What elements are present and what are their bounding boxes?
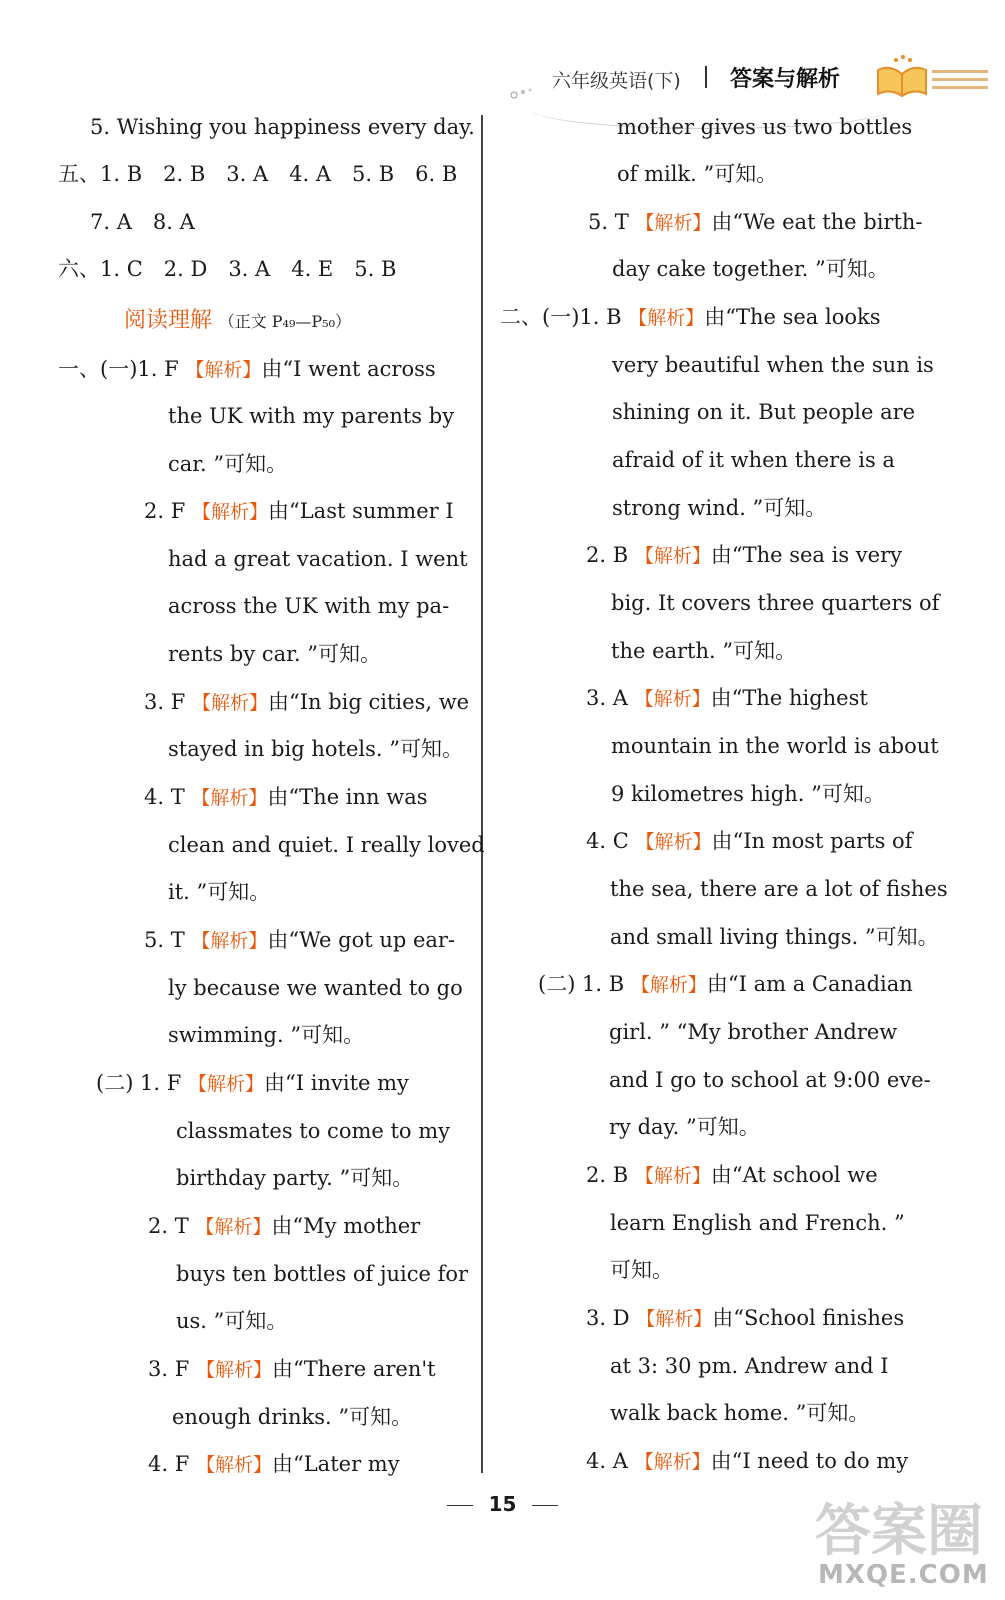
answer-line: 2. F 【解析】由“Last summer I [144, 499, 454, 523]
answer-line: us. ”可知。 [176, 1309, 288, 1333]
answer-line: and I go to school at 9:00 eve- [609, 1068, 931, 1092]
page-reference: （正文 P₄₉—P₅₀） [218, 312, 351, 331]
answer-line: 3. F 【解析】由“There aren't [148, 1357, 436, 1381]
answer-line: mountain in the world is about [611, 734, 939, 758]
answer-line: big. It covers three quarters of [611, 591, 940, 615]
answer-line: and small living things. ”可知。 [610, 925, 939, 949]
analysis-tag: 【解析】 [185, 359, 262, 381]
answer-line: car. ”可知。 [168, 452, 288, 476]
analysis-tag: 【解析】 [195, 1454, 272, 1476]
answer-line: rents by car. ”可知。 [168, 642, 381, 666]
analysis-tag: 【解析】 [191, 501, 268, 523]
answer-line: (二) 1. B 【解析】由“I am a Canadian [538, 972, 913, 996]
watermark-cn: 答案圈 [815, 1499, 983, 1564]
analysis-tag: 【解析】 [191, 930, 268, 952]
answer-line: ry day. ”可知。 [609, 1115, 760, 1139]
answer-line: ly because we wanted to go [168, 976, 463, 1000]
answer-line: 5. T 【解析】由“We got up ear- [144, 928, 456, 952]
section-title: 答案与解析 [730, 67, 841, 92]
answer-line: clean and quiet. I really loved [168, 833, 485, 857]
answer-line: buys ten bottles of juice for [176, 1262, 469, 1286]
answer-line: 一、(一)1. F 【解析】由“I went across [58, 357, 436, 381]
answer-line: classmates to come to my [176, 1119, 451, 1143]
open-book-icon [872, 52, 932, 100]
analysis-tag: 【解析】 [191, 692, 268, 714]
answer-line: mother gives us two bottles [617, 115, 913, 139]
analysis-tag: 【解析】 [635, 831, 712, 853]
answer-line: the earth. ”可知。 [611, 639, 797, 663]
answer-line: across the UK with my pa- [168, 594, 450, 618]
answer-line: 3. A 【解析】由“The highest [586, 686, 868, 710]
analysis-tag: 【解析】 [195, 1216, 272, 1238]
answer-line: girl. ” “My brother Andrew [609, 1020, 898, 1044]
answer-line: 9 kilometres high. ”可知。 [611, 782, 885, 806]
column-divider [481, 115, 483, 1473]
analysis-tag: 【解析】 [195, 1359, 272, 1381]
answer-line: 可知。 [610, 1258, 673, 1282]
page-header [500, 48, 990, 108]
book-title: 六年级英语(下) [552, 70, 681, 92]
answer-line: swimming. ”可知。 [168, 1023, 365, 1047]
footer-dash [532, 1505, 558, 1507]
header-separator [705, 66, 707, 88]
answer-line: 4. F 【解析】由“Later my [148, 1452, 400, 1476]
analysis-tag: 【解析】 [634, 688, 711, 710]
section-heading-title: 阅读理解 [124, 308, 213, 333]
answer-line: 7. A 8. A [90, 210, 195, 234]
answer-line: 4. C 【解析】由“In most parts of [586, 829, 913, 853]
answer-line: strong wind. ”可知。 [612, 496, 827, 520]
answer-line: 4. A 【解析】由“I need to do my [586, 1449, 909, 1473]
analysis-tag: 【解析】 [634, 1451, 711, 1473]
answer-line: 2. T 【解析】由“My mother [148, 1214, 421, 1238]
answer-line: shining on it. But people are [612, 400, 916, 424]
answer-line: 五、1. B 2. B 3. A 4. A 5. B 6. B [58, 162, 458, 186]
analysis-tag: 【解析】 [628, 307, 705, 329]
answer-line: the UK with my parents by [168, 404, 455, 428]
footer-dash [447, 1505, 473, 1507]
answer-line: 3. F 【解析】由“In big cities, we [144, 690, 470, 714]
answer-line: 2. B 【解析】由“The sea is very [586, 543, 902, 567]
analysis-tag: 【解析】 [188, 1073, 265, 1095]
answer-line: had a great vacation. I went [168, 547, 468, 571]
answer-line: 3. D 【解析】由“School finishes [586, 1306, 905, 1330]
answer-line: it. ”可知。 [168, 880, 271, 904]
answer-line: stayed in big hotels. ”可知。 [168, 737, 463, 761]
answer-line: birthday party. ”可知。 [176, 1166, 414, 1190]
answer-line: 2. B 【解析】由“At school we [586, 1163, 878, 1187]
answer-line: day cake together. ”可知。 [612, 257, 889, 281]
answer-line: walk back home. ”可知。 [610, 1401, 870, 1425]
section-heading [124, 305, 351, 337]
answer-line: enough drinks. ”可知。 [172, 1405, 413, 1429]
answer-line: 六、1. C 2. D 3. A 4. E 5. B [58, 257, 397, 281]
answer-line: at 3: 30 pm. Andrew and I [610, 1354, 889, 1378]
decorative-lines [932, 70, 988, 94]
answer-line: learn English and French. ” [610, 1211, 905, 1235]
watermark-url: MXQE.COM [818, 1560, 989, 1590]
answer-line: the sea, there are a lot of fishes [610, 877, 948, 901]
answer-line: very beautiful when the sun is [612, 353, 934, 377]
answer-line: of milk. ”可知。 [617, 162, 778, 186]
analysis-tag: 【解析】 [634, 545, 711, 567]
page-number: 15 [488, 1492, 517, 1516]
analysis-tag: 【解析】 [634, 1165, 711, 1187]
answer-line: 5. Wishing you happiness every day. [90, 115, 475, 139]
answer-line: 5. T 【解析】由“We eat the birth- [588, 210, 923, 234]
analysis-tag: 【解析】 [630, 974, 707, 996]
analysis-tag: 【解析】 [635, 212, 712, 234]
analysis-tag: 【解析】 [636, 1308, 713, 1330]
analysis-tag: 【解析】 [191, 787, 268, 809]
answer-line: afraid of it when there is a [612, 448, 895, 472]
answer-line: 二、(一)1. B 【解析】由“The sea looks [500, 305, 881, 329]
answer-line: (二) 1. F 【解析】由“I invite my [96, 1071, 409, 1095]
answer-line: 4. T 【解析】由“The inn was [144, 785, 428, 809]
